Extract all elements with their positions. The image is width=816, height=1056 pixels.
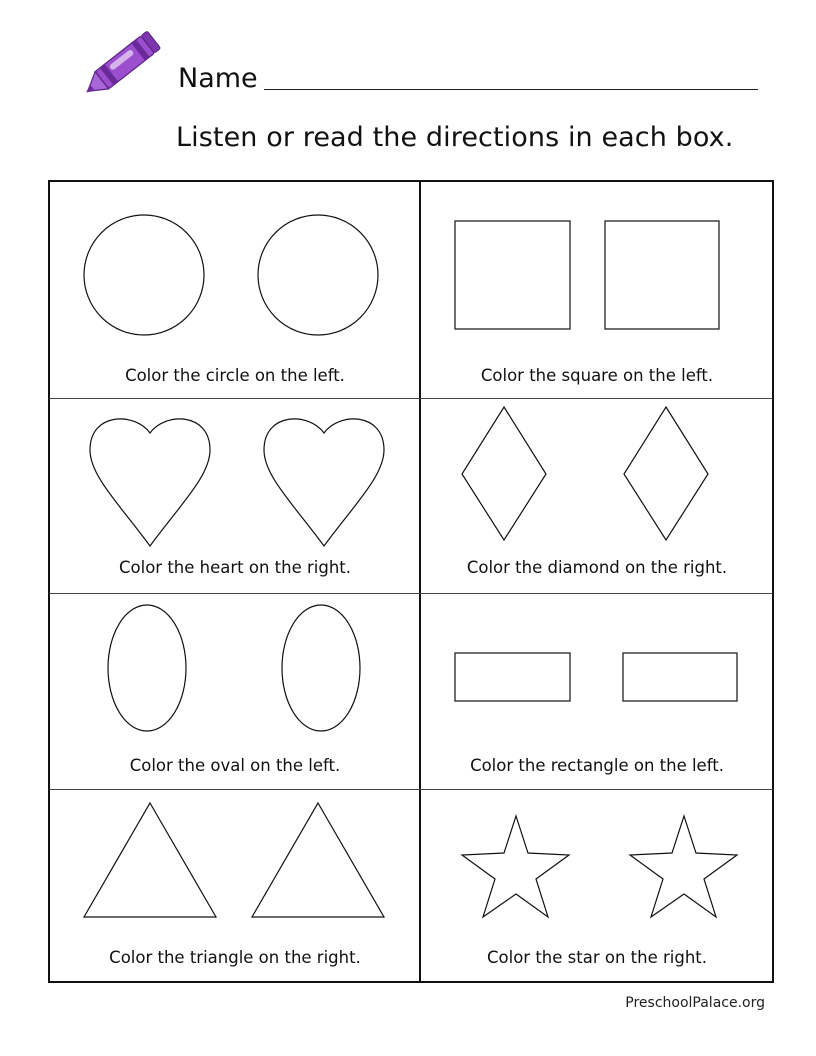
oval-shape-right[interactable] — [282, 605, 360, 731]
page-directions: Listen or read the directions in each box. — [176, 122, 734, 153]
triangle-shape-left[interactable] — [84, 803, 216, 917]
caption-diamond: Color the diamond on the right. — [466, 558, 728, 577]
rectangle-shape-right[interactable] — [623, 653, 737, 701]
diamond-shape-left[interactable] — [462, 407, 546, 540]
caption-star: Color the star on the right. — [487, 948, 707, 967]
footer-source: PreschoolPalace.org — [625, 995, 765, 1011]
square-shape-right[interactable] — [605, 221, 719, 329]
rectangle-shape-left[interactable] — [455, 653, 570, 701]
star-shape-left[interactable] — [462, 816, 569, 917]
name-label: Name — [178, 63, 258, 94]
caption-triangle: Color the triangle on the right. — [109, 948, 361, 967]
caption-heart: Color the heart on the right. — [119, 558, 351, 577]
caption-square: Color the square on the left. — [480, 366, 714, 385]
triangle-shape-right[interactable] — [252, 803, 384, 917]
square-shape-left[interactable] — [455, 221, 570, 329]
heart-shape-right[interactable] — [264, 419, 384, 546]
caption-oval: Color the oval on the left. — [129, 756, 341, 775]
circle-shape-right[interactable] — [258, 215, 378, 335]
star-shape-right[interactable] — [630, 816, 737, 917]
caption-circle: Color the circle on the left. — [125, 366, 345, 385]
circle-shape-left[interactable] — [84, 215, 204, 335]
oval-shape-left[interactable] — [108, 605, 186, 731]
diamond-shape-right[interactable] — [624, 407, 708, 540]
heart-shape-left[interactable] — [90, 419, 210, 546]
caption-rectangle: Color the rectangle on the left. — [470, 756, 724, 775]
